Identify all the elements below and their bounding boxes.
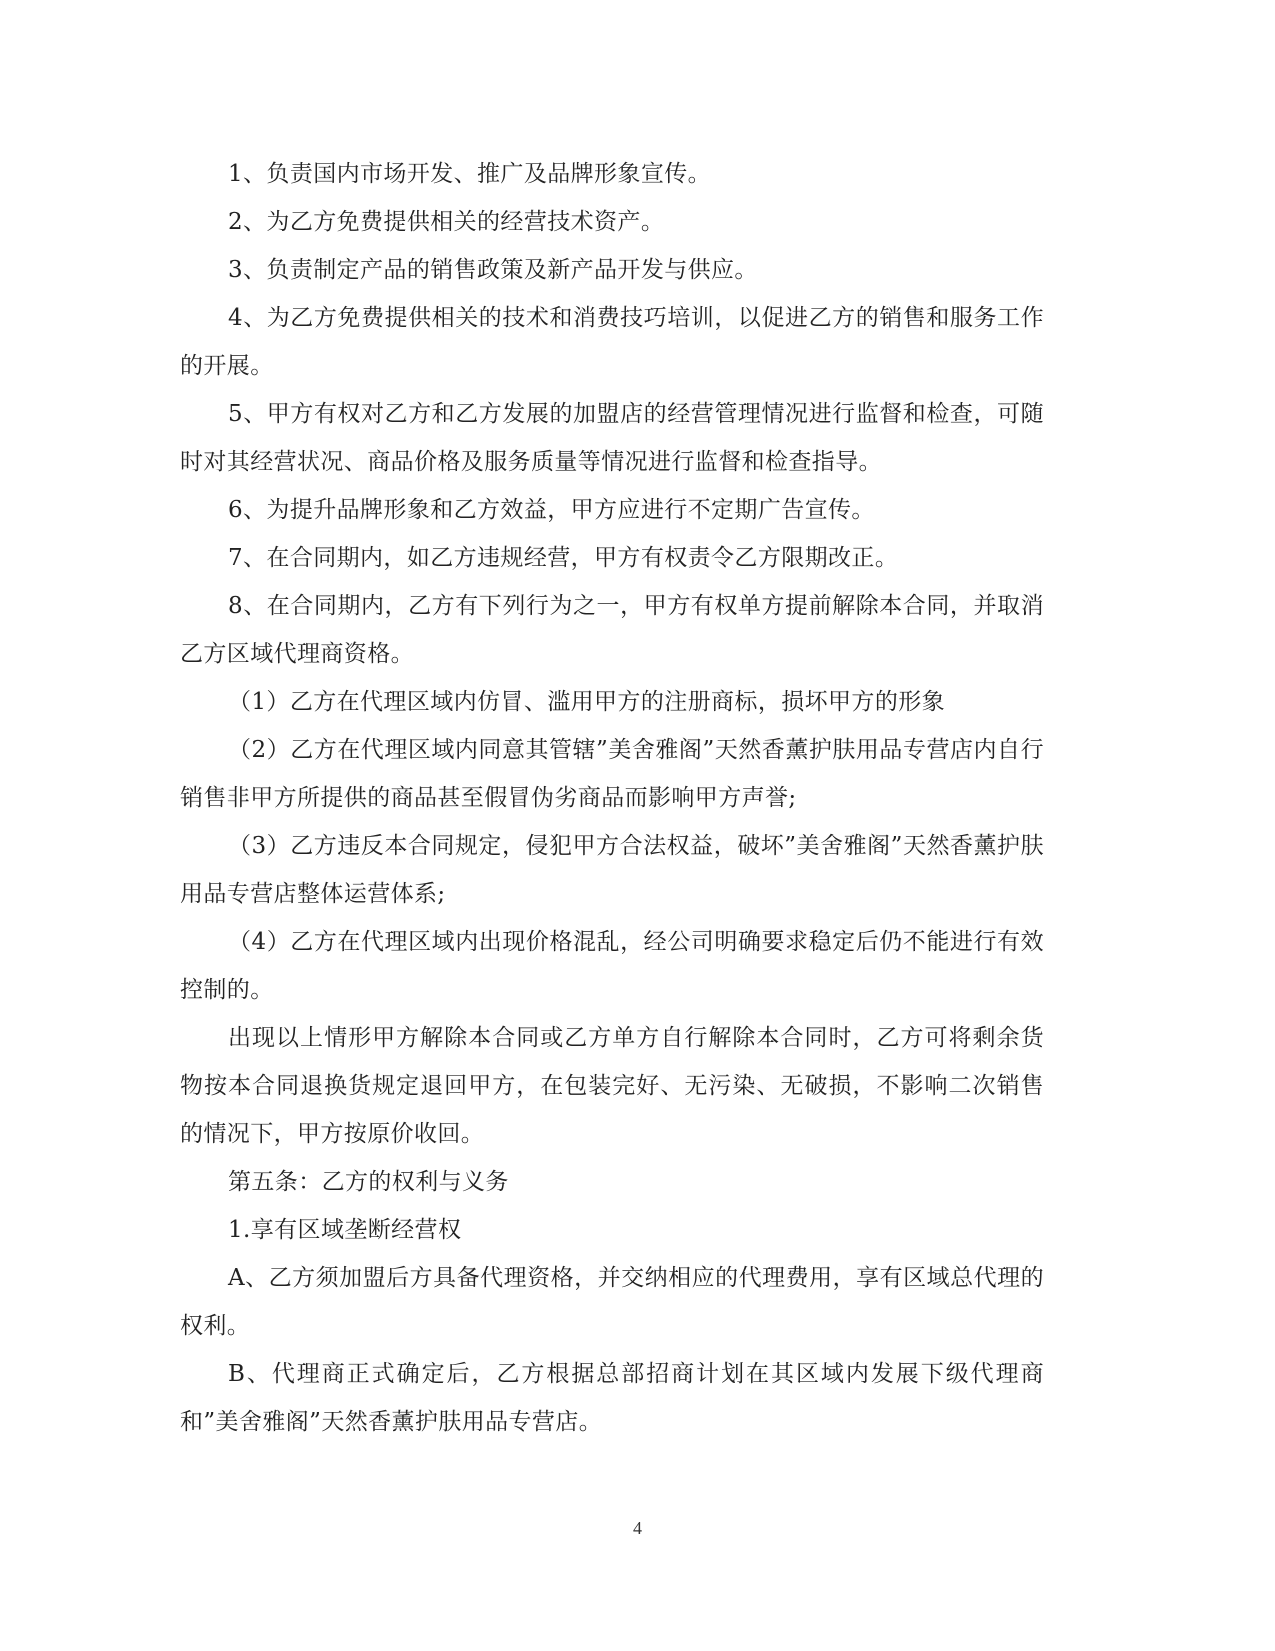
termination-paragraph: 出现以上情形甲方解除本合同或乙方单方自行解除本合同时，乙方可将剩余货物按本合同退换货规定退回甲方，在包装完好、无污染、无破损，不影响二次销售的情况下，甲方按原价收回。 <box>180 1025 1044 1147</box>
clause-5: 5、甲方有权对乙方和乙方发展的加盟店的经营管理情况进行监督和检查，可随时对其经营状况、商品价格及服务质量等情况进行监督和检查指导。 <box>180 401 1044 475</box>
clause-1: 1、负责国内市场开发、推广及品牌形象宣传。 <box>228 161 712 187</box>
clause-8: 8、在合同期内，乙方有下列行为之一，甲方有权单方提前解除本合同，并取消乙方区域代理商资格。 <box>180 593 1044 667</box>
clause-7: 7、在合同期内，如乙方违规经营，甲方有权责令乙方限期改正。 <box>228 545 899 571</box>
sub-clause-2: （2）乙方在代理区域内同意其管辖”美舍雅阁”天然香薰护肤用品专营店内自行销售非甲方所提供的商品甚至假冒伪劣商品而影响甲方声誉; <box>180 737 1044 811</box>
page-number: 4 <box>633 1518 642 1538</box>
sub-clause-1: （1）乙方在代理区域内仿冒、滥用甲方的注册商标，损坏甲方的形象 <box>228 689 946 715</box>
clause-4: 4、为乙方免费提供相关的技术和消费技巧培训，以促进乙方的销售和服务工作的开展。 <box>180 305 1044 379</box>
clause-2: 2、为乙方免费提供相关的经营技术资产。 <box>228 209 665 235</box>
article-5-item-1: 1.享有区域垄断经营权 <box>228 1217 462 1243</box>
sub-clause-3: （3）乙方违反本合同规定，侵犯甲方合法权益，破坏”美舍雅阁”天然香薰护肤用品专营店整体运营体系; <box>180 833 1044 907</box>
article-5-item-a: A、乙方须加盟后方具备代理资格，并交纳相应的代理费用，享有区域总代理的权利。 <box>180 1265 1044 1339</box>
clause-6: 6、为提升品牌形象和乙方效益，甲方应进行不定期广告宣传。 <box>228 497 875 523</box>
article-5-heading: 第五条：乙方的权利与义务 <box>228 1169 509 1195</box>
clause-3: 3、负责制定产品的销售政策及新产品开发与供应。 <box>228 257 758 283</box>
sub-clause-4: （4）乙方在代理区域内出现价格混乱，经公司明确要求稳定后仍不能进行有效控制的。 <box>180 929 1044 1003</box>
article-5-item-b: B、代理商正式确定后，乙方根据总部招商计划在其区域内发展下级代理商和”美舍雅阁”天然香薰护肤用品专营店。 <box>180 1361 1044 1435</box>
page-body <box>180 150 1044 1446</box>
